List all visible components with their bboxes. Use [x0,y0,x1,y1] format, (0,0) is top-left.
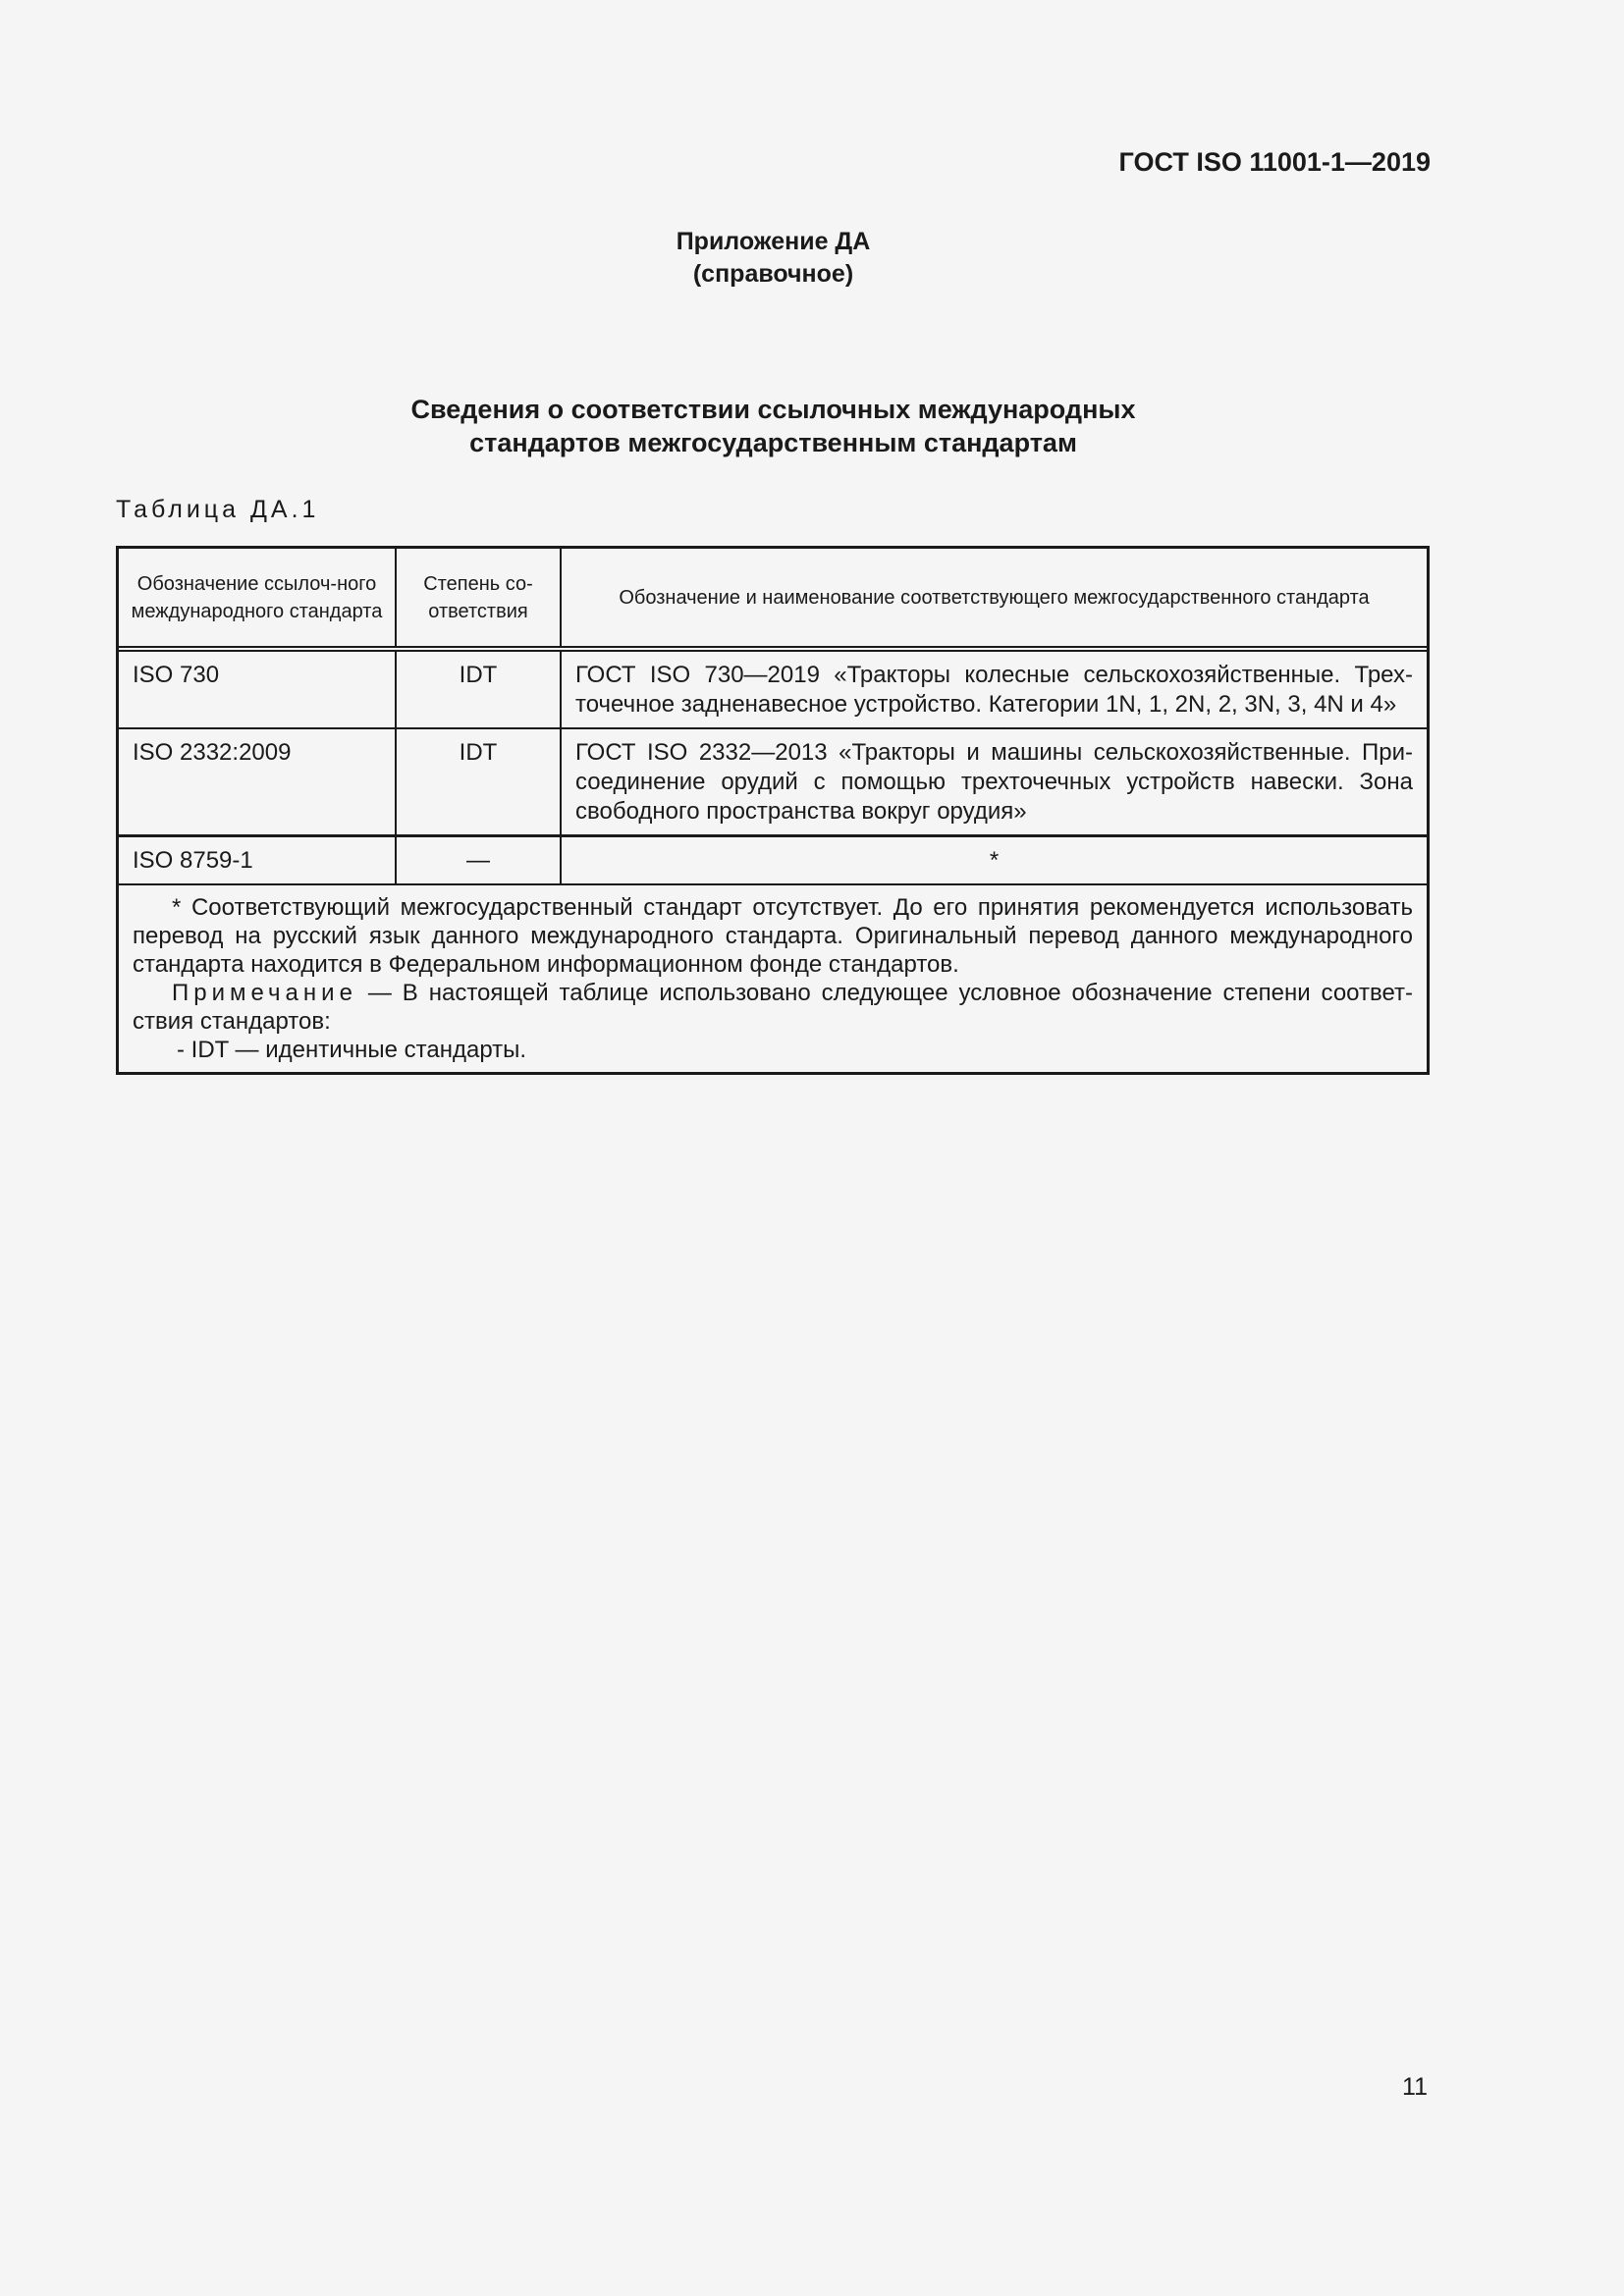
table-notes-row [119,884,1427,1072]
document-code: ГОСТ ISO 11001-1—2019 [1118,147,1431,177]
appendix-title: Приложение ДА [676,228,871,255]
column-header-ref: Обозначение ссылоч-ного международного стандарта [119,549,396,649]
correspondence-table [116,546,1430,1075]
appendix-heading [0,226,1546,291]
note-list-item: - IDT — идентичные стандарты. [177,1037,527,1063]
cell-degree: IDT [396,649,561,728]
cell-name: ГОСТ ISO 2332—2013 «Тракторы и машины сельскохозяйственные. При-соединение орудий с помощью трехточечных устройств навески. Зона свободного пространства вокруг орудия» [561,728,1427,836]
note-paragraph [133,979,1413,1036]
table-row [119,649,1427,728]
cell-ref: ISO 2332:2009 [119,728,396,836]
section-title-line2: стандартов межгосударственным стандартам [469,428,1077,457]
note-label: Примечание [172,980,357,1006]
column-header-degree: Степень со-ответствия [396,549,561,649]
footnote-text: * Соответствующий межгосударственный стандарт отсутствует. До его принятия рекомендуется использовать перевод на русский язык данного международного стандарта. Оригинальный перевод данного международного стандарта находится в Федеральном информационном фонде стандартов. [133,894,1413,978]
cell-ref: ISO 8759-1 [119,836,396,885]
table-row [119,728,1427,836]
section-title [0,393,1546,459]
table-row [119,836,1427,885]
table-header-row [119,549,1427,649]
section-title-line1: Сведения о соответствии ссылочных международных [410,395,1136,424]
column-header-name: Обозначение и наименование соответствующего межгосударственного стандарта [561,549,1427,649]
appendix-subtitle: (справочное) [692,260,854,288]
page-number: 11 [1402,2073,1428,2101]
cell-name: * [561,836,1427,885]
cell-name: ГОСТ ISO 730—2019 «Тракторы колесные сельскохозяйственные. Трех-точечное задненавесное устройство. Категории 1N, 1, 2N, 2, 3N, 3, 4N и 4» [561,649,1427,728]
note-text: — В настоящей таблице использовано следующее условное обозначение степени соответ-ствия стандартов: [133,980,1413,1035]
cell-degree: — [396,836,561,885]
cell-ref: ISO 730 [119,649,396,728]
table-notes [119,884,1427,1072]
table-caption: Таблица ДА.1 [116,496,320,523]
cell-degree: IDT [396,728,561,836]
